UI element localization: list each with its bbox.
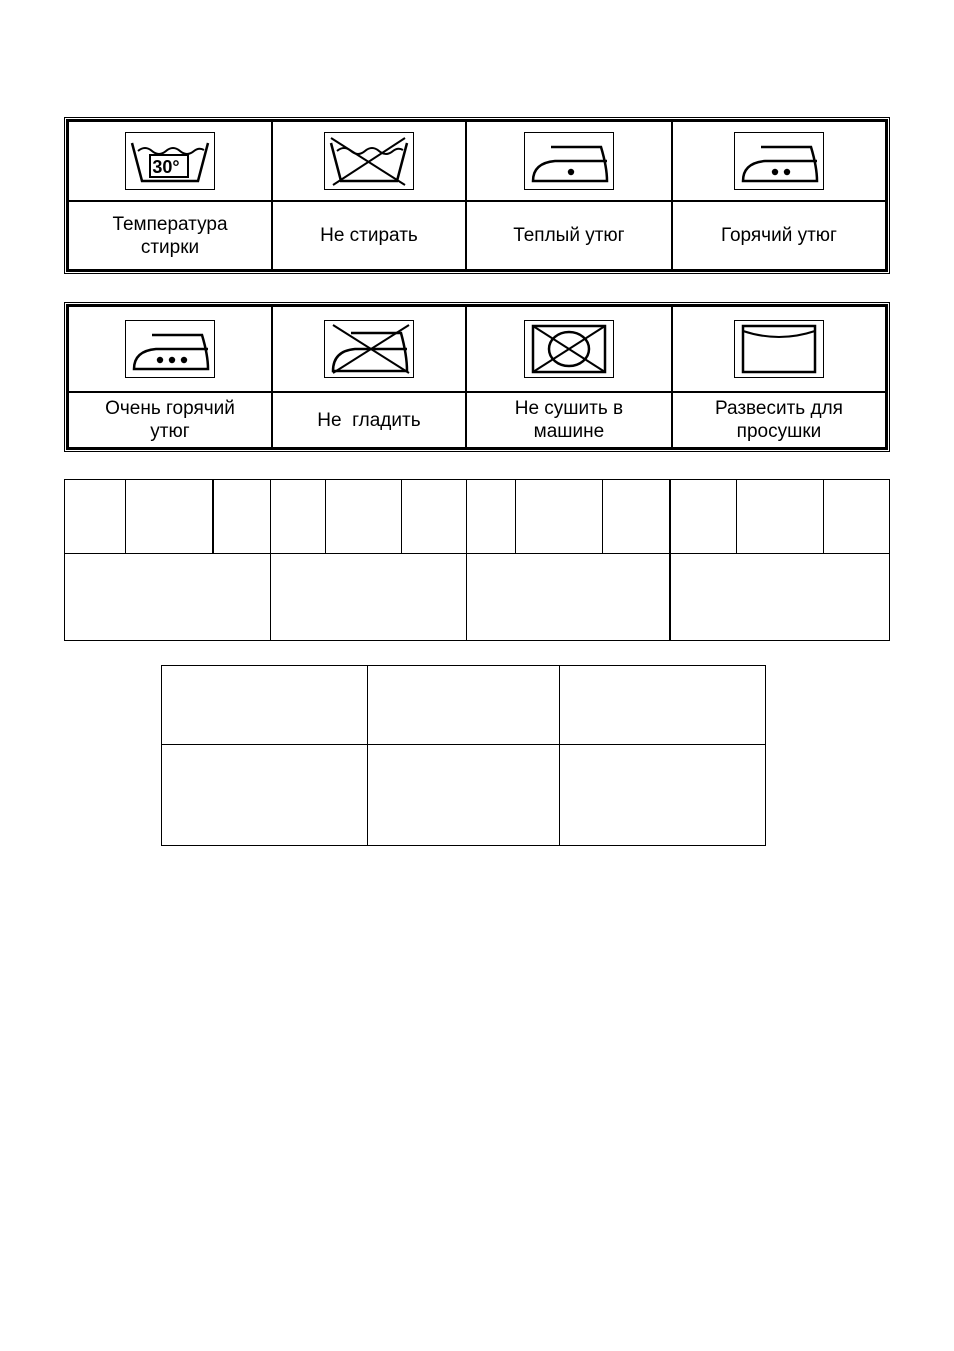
care-label: Теплый утюг	[513, 225, 625, 246]
label-cell	[68, 201, 272, 270]
do-not-wash-icon	[324, 132, 414, 190]
label-cell	[68, 392, 272, 448]
symbol-cell	[672, 306, 886, 392]
label-cell	[272, 201, 466, 270]
grid-divider	[401, 480, 402, 553]
grid-divider	[559, 666, 560, 845]
symbol-cell	[68, 306, 272, 392]
grid-row-divider	[162, 744, 765, 745]
wash-temp-text: 30°	[152, 157, 180, 177]
label-cell	[466, 392, 672, 448]
care-symbols-table-2	[64, 302, 890, 452]
symbol-cell	[466, 306, 672, 392]
label-cell	[672, 201, 886, 270]
grid-divider	[125, 480, 126, 553]
grid-divider	[515, 480, 516, 553]
grid-divider	[602, 480, 603, 553]
symbol-cell	[272, 121, 466, 201]
symbol-cell	[466, 121, 672, 201]
care-label: Развесить для просушки	[714, 398, 843, 442]
care-label: Не сушить в машине	[514, 398, 624, 442]
grid-divider	[367, 666, 368, 845]
grid-divider	[325, 480, 326, 553]
care-label: Не стирать	[320, 225, 418, 246]
care-label: Температура стирки	[112, 213, 228, 258]
iron-low-icon	[524, 132, 614, 190]
grid-divider	[823, 480, 824, 553]
care-label: Горячий утюг	[720, 225, 837, 246]
symbol-cell	[272, 306, 466, 392]
label-cell	[466, 201, 672, 270]
grid-divider	[466, 480, 467, 640]
grid-divider	[736, 480, 737, 553]
do-not-iron-icon	[324, 320, 414, 378]
symbol-cell	[68, 121, 272, 201]
empty-grid-2	[161, 665, 766, 846]
label-cell	[672, 392, 886, 448]
care-symbols-table-1	[64, 117, 890, 274]
line-dry-icon	[734, 320, 824, 378]
grid-divider	[212, 480, 214, 553]
grid-divider	[669, 480, 671, 640]
grid-divider	[270, 480, 271, 640]
iron-medium-icon	[734, 132, 824, 190]
empty-grid-1	[64, 479, 890, 641]
wash-30-icon	[125, 132, 215, 190]
care-label: Не гладить	[317, 409, 421, 431]
symbol-cell	[672, 121, 886, 201]
care-label: Очень горячий утюг	[105, 398, 235, 442]
grid-row-divider	[65, 553, 889, 554]
iron-high-icon	[125, 320, 215, 378]
label-cell	[272, 392, 466, 448]
do-not-tumble-dry-icon	[524, 320, 614, 378]
